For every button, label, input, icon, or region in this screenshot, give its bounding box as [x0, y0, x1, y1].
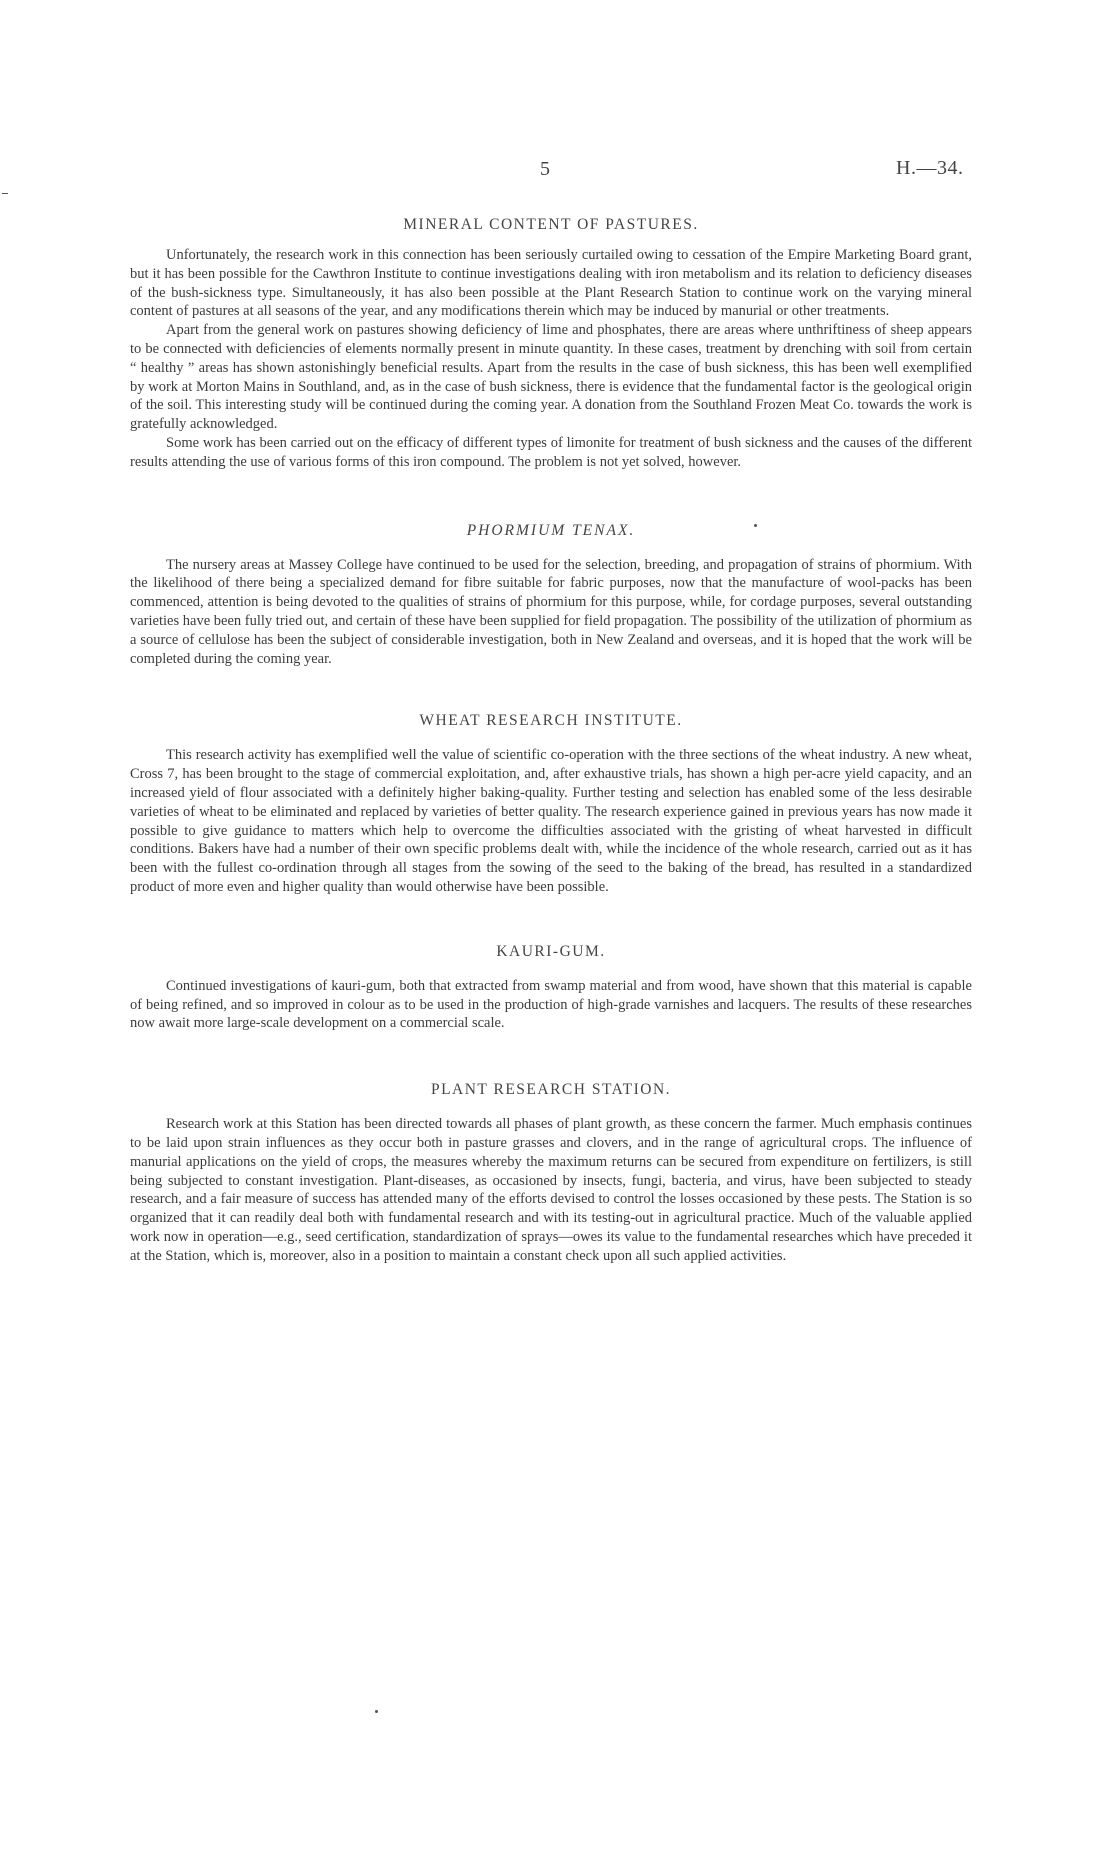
paragraph: Some work has been carried out on the efficacy of different types of limonite for treatment of bush sickness and the causes of the different results attending the use of various forms of this iron compound. The problem is not yet solved, however. [130, 434, 972, 470]
paragraph: The nursery areas at Massey College have continued to be used for the selection, breeding, and propagation of strains of phormium. With the likelihood of there being a specialized demand for fibre suitable for fabric purposes, now that the manufacture of wool-packs has been commenced, attention is being devoted to the qualities of strains of phormium for this purpose, while, for cordage purposes, several outstanding varieties have been fully tried out, and certain of these have been supplied for field propagation. The possibility of the utilization of phormium as a source of cellulose has been the subject of considerable investigation, both in New Zealand and overseas, and it is hoped that the work will be completed during the coming year. [130, 556, 972, 667]
section-phormium-tenax [130, 522, 972, 669]
paragraph: Apart from the general work on pastures showing deficiency of lime and phosphates, there are areas where unthriftiness of sheep appears to be connected with deficiencies of elements normally present in minute quantity. In these cases, treatment by drenching with soil from certain “ healthy ” areas has shown astonishingly beneficial results. Apart from the results in the case of bush sickness, this has been well exemplified by work at Morton Mains in Southland, and, as in the case of bush sickness, there is evidence that the fundamental factor is the geological origin of the soil. This interesting study will be continued during the coming year. A donation from the Southland Frozen Meat Co. towards the work is gratefully acknowledged. [130, 322, 972, 433]
section-heading: KAURI-GUM. [496, 942, 606, 960]
scan-speck [754, 524, 757, 527]
section-plant-research-station [130, 1081, 972, 1265]
section-heading: MINERAL CONTENT OF PASTURES. [403, 216, 699, 233]
section-wheat-research [130, 712, 972, 896]
page-content [130, 216, 972, 1265]
section-kauri-gum [130, 943, 972, 1033]
section-heading: PLANT RESEARCH STATION. [430, 1081, 672, 1099]
paragraph: Continued investigations of kauri-gum, both that extracted from swamp material and from wood, have shown that this material is capable of being refined, and so improved in colour as to be used in the production of high-grade varnishes and lacquers. The results of these researches now await more large-scale development on a commercial scale. [130, 977, 972, 1032]
paragraph: Research work at this Station has been directed towards all phases of plant growth, as these concern the farmer. Much emphasis continues to be laid upon strain influences as they occur both in pasture grasses and clovers, and in the range of agricultural crops. The influence of manurial applications on the yield of crops, the measures whereby the maximum returns can be secured from expenditure on fertilizers, is still being subjected to constant investigation. Plant-diseases, as occasioned by insects, fungi, bacteria, and virus, have been subjected to steady research, and a fair measure of success has attended many of the efforts devised to control the losses occasioned by these pests. The Station is so organized that it can readily deal both with fundamental research and with its testing-out in agricultural practice. Much of the valuable applied work now in operation—e.g., seed certification, standardization of sprays—owes its value to the fundamental researches which have preceded it at the Station, which is, moreover, also in a position to maintain a constant check upon all such applied activities. [130, 1116, 972, 1264]
section-mineral-content [130, 216, 972, 472]
paragraph: This research activity has exemplified well the value of scientific co-operation with the three sections of the wheat industry. A new wheat, Cross 7, has been brought to the stage of commercial exploitation, and, after exhaustive trials, has shown a high per-acre yield capacity, and an increased yield of flour associated with a definitely higher baking-quality. Further testing and selection has enabled some of the less desirable varieties of wheat to be eliminated and replaced by varieties of better quality. The research experience gained in previous years has now made it possible to give guidance to matters which help to overcome the difficulties associated with the gristing of wheat harvested in difficult conditions. Bakers have had a number of their own specific problems dealt with, while the incidence of the whole research, carried out as it has been with the fullest co-ordination through all stages from the sowing of the seed to the baking of the bread, has resulted in a standardized product of more even and higher quality than would otherwise have been possible. [130, 747, 972, 895]
paragraph: Unfortunately, the research work in this connection has been seriously curtailed owing to cessation of the Empire Marketing Board grant, but it has been possible for the Cawthron Institute to continue investigations dealing with iron metabolism and its relation to deficiency diseases of the bush-sickness type. Simultaneously, it has also been possible at the Plant Research Station to continue work on the varying mineral content of pastures at all seasons of the year, and any modifications therein which may be induced by manurial or other treatments. [130, 247, 972, 320]
scan-speck [375, 1710, 378, 1713]
section-heading: PHORMIUM TENAX. [466, 521, 636, 539]
scan-mark [2, 193, 8, 194]
page-number: 5 [540, 158, 550, 180]
document-code: H.—34. [896, 157, 964, 179]
section-heading: WHEAT RESEARCH INSTITUTE. [419, 712, 683, 730]
